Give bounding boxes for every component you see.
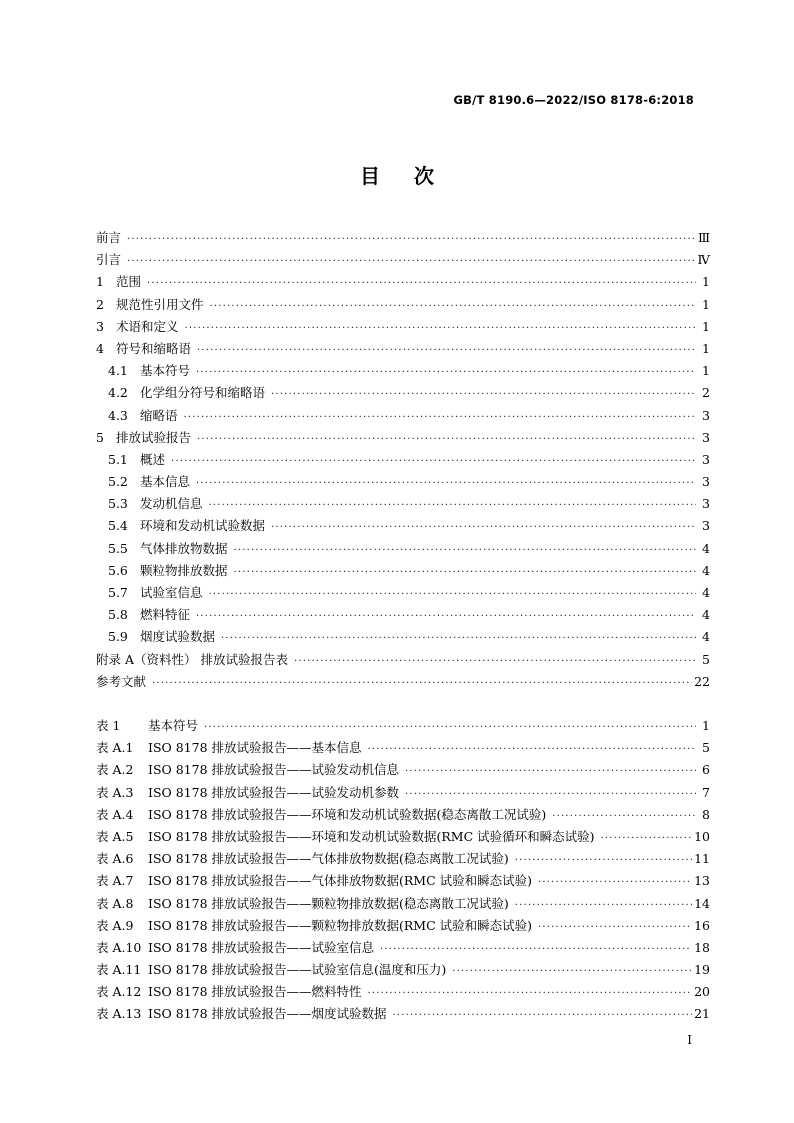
entry-title: ISO 8178 排放试验报告——气体排放物数据(RMC 试验和瞬态试验) <box>148 873 533 889</box>
dot-leader <box>234 540 696 562</box>
toc-entry[interactable] <box>96 626 710 648</box>
toc-entry[interactable] <box>96 360 710 382</box>
table-list-entry[interactable] <box>96 759 710 781</box>
entry-title: ISO 8178 排放试验报告——燃料特性 <box>148 984 362 1000</box>
entry-page-number: Ⅳ <box>697 252 710 268</box>
entry-number: 4.2 <box>108 385 128 401</box>
dot-leader <box>171 451 696 473</box>
entry-title: 缩略语 <box>140 407 178 423</box>
page-title: 目次 <box>360 164 468 188</box>
dot-leader <box>209 584 696 606</box>
dot-leader <box>204 717 696 739</box>
entry-title: ISO 8178 排放试验报告——气体排放物数据(稳态离散工况试验) <box>148 851 509 867</box>
dot-leader <box>196 606 696 628</box>
entry-page-number: 4 <box>702 607 710 623</box>
toc-entry[interactable] <box>96 493 710 515</box>
page-number: I <box>687 1033 692 1047</box>
entry-page-number: 11 <box>694 851 710 867</box>
toc-entry[interactable] <box>96 538 710 560</box>
toc-entry[interactable] <box>96 249 710 271</box>
entry-number: 表 A.13 <box>96 1006 142 1022</box>
entry-number: 5.6 <box>108 562 128 578</box>
dot-leader <box>452 961 692 983</box>
entry-title: ISO 8178 排放试验报告——试验室信息(温度和压力) <box>148 962 447 978</box>
dot-leader <box>197 429 696 451</box>
toc-entry[interactable] <box>96 294 710 316</box>
entry-number: 4.3 <box>108 407 128 423</box>
entry-page-number: 16 <box>694 917 710 933</box>
entry-number: 3 <box>96 318 104 334</box>
entry-title: 发动机信息 <box>140 496 203 512</box>
entry-page-number: 22 <box>694 673 710 689</box>
entry-page-number: 7 <box>702 784 710 800</box>
table-list-entry[interactable] <box>96 737 710 759</box>
dot-leader <box>127 251 695 273</box>
entry-page-number: 1 <box>702 340 710 356</box>
entry-page-number: 3 <box>702 496 710 512</box>
entry-page-number: 18 <box>694 939 710 955</box>
entry-title: ISO 8178 排放试验报告——试验发动机信息 <box>148 762 400 778</box>
entry-page-number: 1 <box>702 296 710 312</box>
entry-page-number: 5 <box>702 651 710 667</box>
entry-page-number: 13 <box>694 873 710 889</box>
entry-page-number: 5 <box>702 740 710 756</box>
entry-title: ISO 8178 排放试验报告——环境和发动机试验数据(稳态离散工况试验) <box>148 806 547 822</box>
entry-page-number: 21 <box>694 1006 710 1022</box>
dot-leader <box>196 362 696 384</box>
entry-number: 5.3 <box>108 496 128 512</box>
entry-number: 5.5 <box>108 540 128 556</box>
dot-leader <box>184 407 696 429</box>
entry-title: ISO 8178 排放试验报告——烟度试验数据 <box>148 1006 387 1022</box>
entry-page-number: 1 <box>702 363 710 379</box>
entry-number: 表 A.4 <box>96 806 134 822</box>
entry-page-number: 4 <box>702 629 710 645</box>
entry-title: 气体排放物数据 <box>140 540 228 556</box>
dot-leader <box>368 983 693 1005</box>
standard-number: GB/T 8190.6—2022/ISO 8178-6:2018 <box>453 93 694 107</box>
dot-leader <box>147 273 696 295</box>
toc-entry[interactable] <box>96 604 710 626</box>
dot-leader <box>515 895 692 917</box>
entry-page-number: 8 <box>702 806 710 822</box>
dot-leader <box>515 850 692 872</box>
dot-leader <box>393 1005 693 1027</box>
toc-entry[interactable] <box>96 338 710 360</box>
table-list-entry[interactable] <box>96 937 710 959</box>
entry-title: 燃料特征 <box>140 607 191 623</box>
table-list-entry[interactable] <box>96 870 710 892</box>
table-list-entry[interactable] <box>96 1003 710 1025</box>
dot-leader <box>538 917 692 939</box>
entry-number: 表 A.8 <box>96 895 134 911</box>
entry-title: 基本信息 <box>140 474 191 490</box>
entry-page-number: 3 <box>702 518 710 534</box>
entry-title: 概述 <box>140 451 166 467</box>
dot-leader <box>197 340 696 362</box>
entry-number: 4.1 <box>108 363 128 379</box>
entry-page-number: 6 <box>702 762 710 778</box>
entry-number: 5.8 <box>108 607 128 623</box>
dot-leader <box>368 739 696 761</box>
list-of-tables <box>96 715 710 1026</box>
entry-number: 1 <box>96 274 104 290</box>
table-list-entry[interactable] <box>96 893 710 915</box>
entry-title: 附录 A（资料性） 排放试验报告表 <box>96 651 288 667</box>
entry-number: 表 A.1 <box>96 740 134 756</box>
entry-number: 5 <box>96 429 104 445</box>
entry-title: ISO 8178 排放试验报告——环境和发动机试验数据(RMC 试验循环和瞬态试验) <box>148 828 595 844</box>
entry-number: 表 A.10 <box>96 939 142 955</box>
entry-title: 符号和缩略语 <box>116 340 192 356</box>
entry-number: 表 A.11 <box>96 962 142 978</box>
dot-leader <box>380 939 692 961</box>
entry-page-number: 1 <box>702 318 710 334</box>
entry-page-number: 4 <box>702 562 710 578</box>
entry-page-number: 2 <box>702 385 710 401</box>
toc-entry[interactable] <box>96 405 710 427</box>
dot-leader <box>209 495 696 517</box>
entry-page-number: 19 <box>694 962 710 978</box>
table-of-contents <box>96 227 710 693</box>
dot-leader <box>405 784 696 806</box>
toc-entry[interactable] <box>96 671 710 693</box>
entry-number: 5.9 <box>108 629 128 645</box>
entry-title: 前言 <box>96 230 122 245</box>
dot-leader <box>271 517 696 539</box>
entry-page-number: 3 <box>702 474 710 490</box>
entry-page-number: 20 <box>694 984 710 1000</box>
entry-title: 基本符号 <box>140 363 191 379</box>
dot-leader <box>294 651 696 673</box>
toc-entry[interactable] <box>96 582 710 604</box>
entry-page-number: 4 <box>702 540 710 556</box>
entry-number: 表 A.5 <box>96 828 134 844</box>
dot-leader <box>152 673 692 695</box>
toc-entry[interactable] <box>96 515 710 537</box>
entry-page-number: 1 <box>702 274 710 290</box>
toc-entry[interactable] <box>96 316 710 338</box>
entry-title: 范围 <box>116 274 142 290</box>
dot-leader <box>185 318 696 340</box>
entry-number: 表 A.9 <box>96 917 134 933</box>
entry-title: 引言 <box>96 252 122 268</box>
table-list-entry[interactable] <box>96 804 710 826</box>
table-list-entry[interactable] <box>96 848 710 870</box>
table-list-entry[interactable] <box>96 826 710 848</box>
toc-entry[interactable] <box>96 427 710 449</box>
entry-title: 基本符号 <box>148 718 199 733</box>
entry-number: 表 A.2 <box>96 762 134 778</box>
entry-title: 规范性引用文件 <box>116 296 204 312</box>
table-list-entry[interactable] <box>96 915 710 937</box>
entry-number: 5.4 <box>108 518 128 534</box>
entry-number: 表 1 <box>96 718 121 733</box>
table-list-entry[interactable] <box>96 981 710 1003</box>
table-list-entry[interactable] <box>96 782 710 804</box>
dot-leader <box>552 806 696 828</box>
entry-number: 5.7 <box>108 585 128 600</box>
entry-title: ISO 8178 排放试验报告——颗粒物排放数据(稳态离散工况试验) <box>148 895 509 911</box>
toc-entry[interactable] <box>96 449 710 471</box>
entry-page-number: 14 <box>694 895 710 911</box>
dot-leader <box>271 384 696 406</box>
entry-page-number: Ⅲ <box>697 230 710 245</box>
entry-page-number: 3 <box>702 451 710 467</box>
entry-page-number: 4 <box>702 585 710 600</box>
dot-leader <box>538 872 692 894</box>
entry-title: 参考文献 <box>96 673 147 689</box>
entry-title: ISO 8178 排放试验报告——试验室信息 <box>148 939 375 955</box>
entry-title: 试验室信息 <box>140 585 203 600</box>
dot-leader <box>196 473 696 495</box>
toc-entry[interactable] <box>96 271 710 293</box>
dot-leader <box>601 828 693 850</box>
entry-title: 术语和定义 <box>116 318 179 334</box>
table-list-entry[interactable] <box>96 959 710 981</box>
entry-number: 4 <box>96 340 104 356</box>
entry-title: 环境和发动机试验数据 <box>140 518 266 534</box>
dot-leader <box>127 229 696 251</box>
entry-number: 表 A.6 <box>96 851 134 867</box>
dot-leader <box>405 761 696 783</box>
entry-title: 烟度试验数据 <box>140 629 216 645</box>
dot-leader <box>234 562 696 584</box>
entry-title: ISO 8178 排放试验报告——试验发动机参数 <box>148 784 400 800</box>
entry-number: 表 A.7 <box>96 873 134 889</box>
dot-leader <box>221 628 696 650</box>
toc-entry[interactable] <box>96 382 710 404</box>
toc-entry[interactable] <box>96 649 710 671</box>
entry-title: 排放试验报告 <box>116 429 192 445</box>
entry-page-number: 1 <box>702 718 710 733</box>
entry-number: 2 <box>96 296 104 312</box>
entry-title: ISO 8178 排放试验报告——颗粒物排放数据(RMC 试验和瞬态试验) <box>148 917 533 933</box>
entry-number: 表 A.3 <box>96 784 134 800</box>
entry-number: 5.2 <box>108 474 128 490</box>
entry-title: 化学组分符号和缩略语 <box>140 385 266 401</box>
toc-entry[interactable] <box>96 227 710 249</box>
entry-page-number: 3 <box>702 429 710 445</box>
entry-page-number: 10 <box>694 828 710 844</box>
dot-leader <box>210 296 696 318</box>
entry-page-number: 3 <box>702 407 710 423</box>
toc-entry[interactable] <box>96 560 710 582</box>
toc-entry[interactable] <box>96 471 710 493</box>
entry-title: ISO 8178 排放试验报告——基本信息 <box>148 740 362 756</box>
table-list-entry[interactable] <box>96 715 710 737</box>
entry-number: 5.1 <box>108 451 128 467</box>
entry-number: 表 A.12 <box>96 984 142 1000</box>
entry-title: 颗粒物排放数据 <box>140 562 228 578</box>
